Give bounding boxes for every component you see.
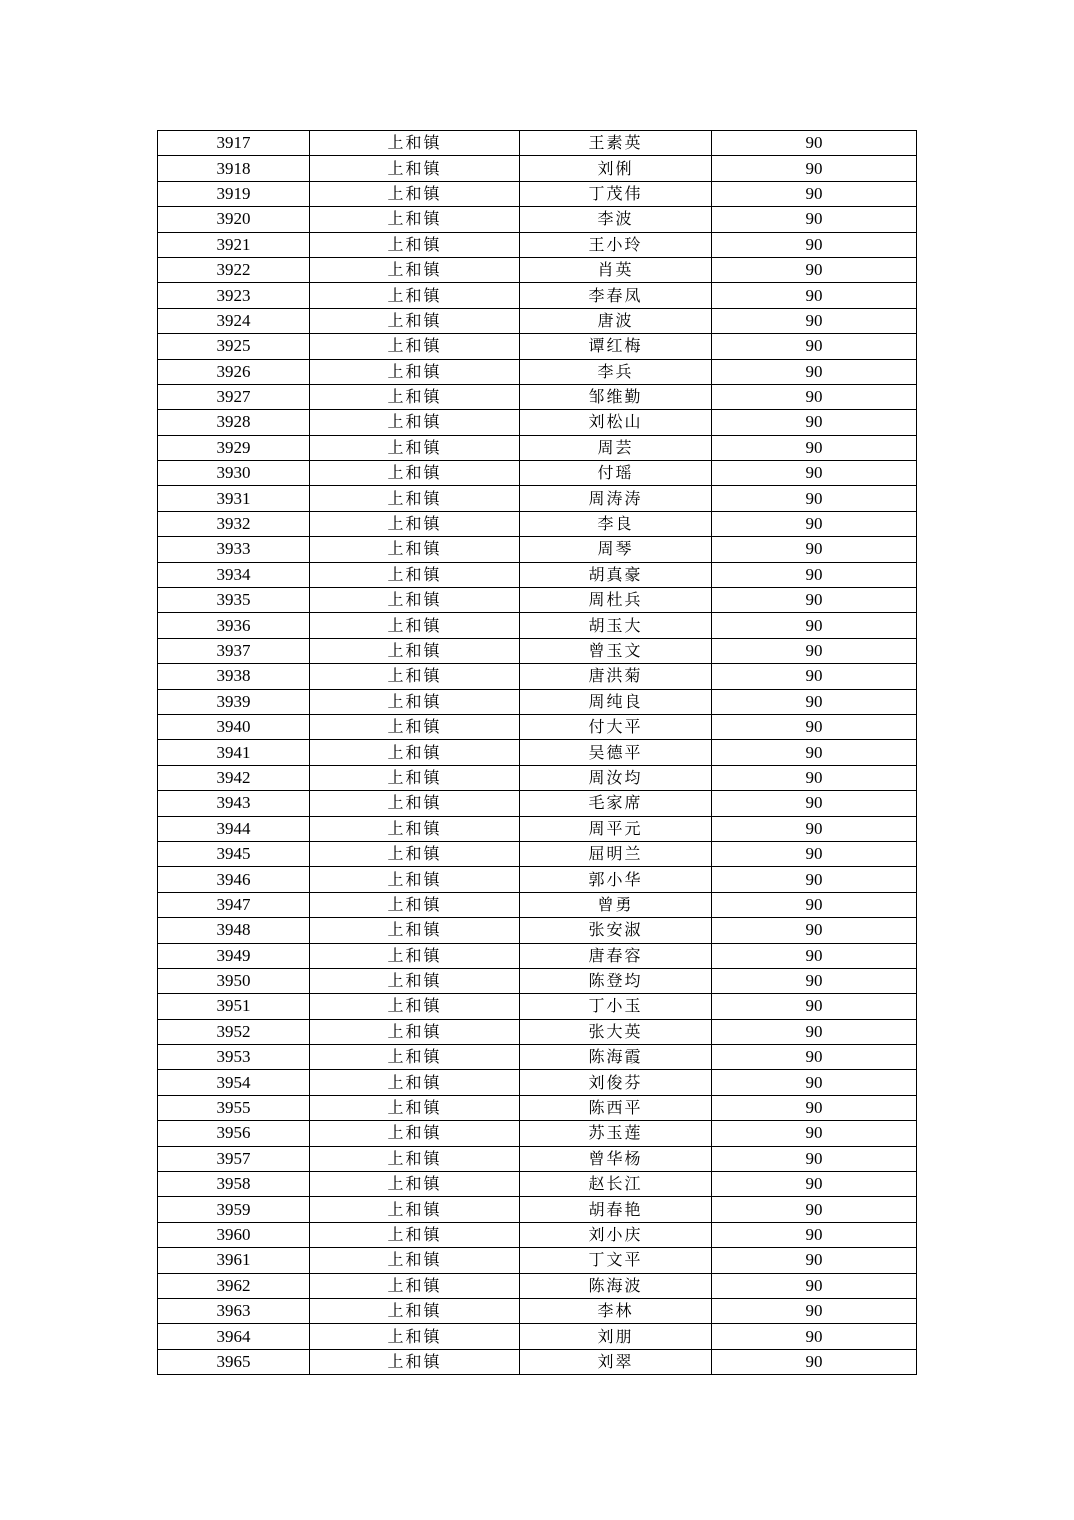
- table-row: [158, 562, 917, 587]
- score-cell: 90: [712, 562, 917, 587]
- town-cell: 上和镇: [310, 334, 520, 359]
- serial-number-cell: 3938: [158, 664, 310, 689]
- table-row: [158, 867, 917, 892]
- table-row: [158, 588, 917, 613]
- person-name-cell: 曾华杨: [520, 1146, 712, 1171]
- serial-number-cell: 3950: [158, 968, 310, 993]
- table-row: [158, 1121, 917, 1146]
- person-name-cell: 赵长江: [520, 1172, 712, 1197]
- town-cell: 上和镇: [310, 1298, 520, 1323]
- person-name-cell: 刘松山: [520, 410, 712, 435]
- score-cell: 90: [712, 486, 917, 511]
- score-cell: 90: [712, 867, 917, 892]
- score-cell: 90: [712, 1273, 917, 1298]
- serial-number-cell: 3928: [158, 410, 310, 435]
- table-row: [158, 765, 917, 790]
- town-cell: 上和镇: [310, 1273, 520, 1298]
- table-row: [158, 1095, 917, 1120]
- serial-number-cell: 3940: [158, 714, 310, 739]
- score-cell: 90: [712, 384, 917, 409]
- score-cell: 90: [712, 994, 917, 1019]
- person-name-cell: 郭小华: [520, 867, 712, 892]
- table-row: [158, 334, 917, 359]
- score-cell: 90: [712, 943, 917, 968]
- serial-number-cell: 3931: [158, 486, 310, 511]
- town-cell: 上和镇: [310, 1197, 520, 1222]
- score-cell: 90: [712, 207, 917, 232]
- town-cell: 上和镇: [310, 765, 520, 790]
- person-name-cell: 张安淑: [520, 918, 712, 943]
- person-name-cell: 李林: [520, 1298, 712, 1323]
- person-name-cell: 丁茂伟: [520, 181, 712, 206]
- serial-number-cell: 3959: [158, 1197, 310, 1222]
- table-row: [158, 1070, 917, 1095]
- town-cell: 上和镇: [310, 207, 520, 232]
- person-name-cell: 谭红梅: [520, 334, 712, 359]
- table-row: [158, 181, 917, 206]
- serial-number-cell: 3924: [158, 308, 310, 333]
- town-cell: 上和镇: [310, 714, 520, 739]
- town-cell: 上和镇: [310, 308, 520, 333]
- town-cell: 上和镇: [310, 384, 520, 409]
- score-cell: 90: [712, 283, 917, 308]
- score-cell: 90: [712, 1197, 917, 1222]
- score-cell: 90: [712, 968, 917, 993]
- score-cell: 90: [712, 1045, 917, 1070]
- score-cell: 90: [712, 664, 917, 689]
- table-row: [158, 1019, 917, 1044]
- table-row: [158, 232, 917, 257]
- person-name-cell: 刘俊芬: [520, 1070, 712, 1095]
- table-row: [158, 156, 917, 181]
- table-row: [158, 841, 917, 866]
- score-cell: 90: [712, 156, 917, 181]
- town-cell: 上和镇: [310, 664, 520, 689]
- table-row: [158, 664, 917, 689]
- person-name-cell: 李波: [520, 207, 712, 232]
- town-cell: 上和镇: [310, 1121, 520, 1146]
- person-name-cell: 李春凤: [520, 283, 712, 308]
- score-cell: 90: [712, 181, 917, 206]
- town-cell: 上和镇: [310, 588, 520, 613]
- serial-number-cell: 3930: [158, 461, 310, 486]
- serial-number-cell: 3965: [158, 1349, 310, 1374]
- town-cell: 上和镇: [310, 1349, 520, 1374]
- town-cell: 上和镇: [310, 131, 520, 156]
- serial-number-cell: 3945: [158, 841, 310, 866]
- score-cell: 90: [712, 359, 917, 384]
- town-cell: 上和镇: [310, 1172, 520, 1197]
- town-cell: 上和镇: [310, 232, 520, 257]
- person-name-cell: 胡真豪: [520, 562, 712, 587]
- score-cell: 90: [712, 1298, 917, 1323]
- serial-number-cell: 3919: [158, 181, 310, 206]
- table-row: [158, 892, 917, 917]
- person-name-cell: 陈西平: [520, 1095, 712, 1120]
- serial-number-cell: 3961: [158, 1248, 310, 1273]
- table-row: [158, 1248, 917, 1273]
- town-cell: 上和镇: [310, 435, 520, 460]
- serial-number-cell: 3946: [158, 867, 310, 892]
- person-name-cell: 周涛涛: [520, 486, 712, 511]
- score-cell: 90: [712, 1095, 917, 1120]
- table-row: [158, 994, 917, 1019]
- score-cell: 90: [712, 841, 917, 866]
- town-cell: 上和镇: [310, 841, 520, 866]
- town-cell: 上和镇: [310, 1146, 520, 1171]
- score-cell: 90: [712, 308, 917, 333]
- person-name-cell: 丁文平: [520, 1248, 712, 1273]
- person-name-cell: 胡玉大: [520, 613, 712, 638]
- serial-number-cell: 3952: [158, 1019, 310, 1044]
- serial-number-cell: 3921: [158, 232, 310, 257]
- town-cell: 上和镇: [310, 968, 520, 993]
- table-row: [158, 1222, 917, 1247]
- serial-number-cell: 3955: [158, 1095, 310, 1120]
- town-cell: 上和镇: [310, 410, 520, 435]
- table-row: [158, 1324, 917, 1349]
- score-cell: 90: [712, 892, 917, 917]
- table-row: [158, 1273, 917, 1298]
- score-cell: 90: [712, 1121, 917, 1146]
- serial-number-cell: 3944: [158, 816, 310, 841]
- serial-number-cell: 3939: [158, 689, 310, 714]
- town-cell: 上和镇: [310, 994, 520, 1019]
- person-name-cell: 肖英: [520, 257, 712, 282]
- score-cell: 90: [712, 1172, 917, 1197]
- town-cell: 上和镇: [310, 461, 520, 486]
- score-cell: 90: [712, 1146, 917, 1171]
- table-row: [158, 308, 917, 333]
- town-cell: 上和镇: [310, 359, 520, 384]
- person-name-cell: 屈明兰: [520, 841, 712, 866]
- town-cell: 上和镇: [310, 918, 520, 943]
- serial-number-cell: 3960: [158, 1222, 310, 1247]
- person-name-cell: 刘小庆: [520, 1222, 712, 1247]
- serial-number-cell: 3932: [158, 511, 310, 536]
- town-cell: 上和镇: [310, 1070, 520, 1095]
- person-name-cell: 丁小玉: [520, 994, 712, 1019]
- serial-number-cell: 3963: [158, 1298, 310, 1323]
- person-name-cell: 周平元: [520, 816, 712, 841]
- serial-number-cell: 3958: [158, 1172, 310, 1197]
- serial-number-cell: 3920: [158, 207, 310, 232]
- table-row: [158, 257, 917, 282]
- serial-number-cell: 3922: [158, 257, 310, 282]
- serial-number-cell: 3943: [158, 791, 310, 816]
- table-row: [158, 359, 917, 384]
- serial-number-cell: 3956: [158, 1121, 310, 1146]
- table-row: [158, 613, 917, 638]
- town-cell: 上和镇: [310, 511, 520, 536]
- serial-number-cell: 3947: [158, 892, 310, 917]
- table-row: [158, 1172, 917, 1197]
- person-name-cell: 周琴: [520, 537, 712, 562]
- town-cell: 上和镇: [310, 562, 520, 587]
- serial-number-cell: 3942: [158, 765, 310, 790]
- serial-number-cell: 3949: [158, 943, 310, 968]
- town-cell: 上和镇: [310, 537, 520, 562]
- person-name-cell: 陈海霞: [520, 1045, 712, 1070]
- person-name-cell: 李兵: [520, 359, 712, 384]
- person-name-cell: 周杜兵: [520, 588, 712, 613]
- score-cell: 90: [712, 918, 917, 943]
- town-cell: 上和镇: [310, 283, 520, 308]
- town-cell: 上和镇: [310, 943, 520, 968]
- score-cell: 90: [712, 613, 917, 638]
- person-name-cell: 陈登均: [520, 968, 712, 993]
- serial-number-cell: 3917: [158, 131, 310, 156]
- town-cell: 上和镇: [310, 689, 520, 714]
- table-row: [158, 1045, 917, 1070]
- serial-number-cell: 3962: [158, 1273, 310, 1298]
- person-name-cell: 刘朋: [520, 1324, 712, 1349]
- town-cell: 上和镇: [310, 486, 520, 511]
- table-row: [158, 714, 917, 739]
- serial-number-cell: 3923: [158, 283, 310, 308]
- person-name-cell: 张大英: [520, 1019, 712, 1044]
- score-cell: 90: [712, 714, 917, 739]
- person-name-cell: 陈海波: [520, 1273, 712, 1298]
- town-cell: 上和镇: [310, 613, 520, 638]
- person-name-cell: 王素英: [520, 131, 712, 156]
- town-cell: 上和镇: [310, 638, 520, 663]
- score-cell: 90: [712, 740, 917, 765]
- person-name-cell: 李良: [520, 511, 712, 536]
- person-name-cell: 唐洪菊: [520, 664, 712, 689]
- town-cell: 上和镇: [310, 892, 520, 917]
- serial-number-cell: 3925: [158, 334, 310, 359]
- person-name-cell: 邹维勤: [520, 384, 712, 409]
- table-row: [158, 740, 917, 765]
- serial-number-cell: 3929: [158, 435, 310, 460]
- town-cell: 上和镇: [310, 1045, 520, 1070]
- serial-number-cell: 3935: [158, 588, 310, 613]
- person-name-cell: 毛家席: [520, 791, 712, 816]
- roster-table: [157, 130, 917, 1375]
- table-row: [158, 537, 917, 562]
- person-name-cell: 王小玲: [520, 232, 712, 257]
- person-name-cell: 吴德平: [520, 740, 712, 765]
- score-cell: 90: [712, 1019, 917, 1044]
- score-cell: 90: [712, 816, 917, 841]
- serial-number-cell: 3934: [158, 562, 310, 587]
- table-row: [158, 689, 917, 714]
- score-cell: 90: [712, 232, 917, 257]
- table-row: [158, 131, 917, 156]
- person-name-cell: 刘翠: [520, 1349, 712, 1374]
- town-cell: 上和镇: [310, 1222, 520, 1247]
- person-name-cell: 付大平: [520, 714, 712, 739]
- person-name-cell: 付瑶: [520, 461, 712, 486]
- person-name-cell: 苏玉莲: [520, 1121, 712, 1146]
- serial-number-cell: 3957: [158, 1146, 310, 1171]
- score-cell: 90: [712, 1248, 917, 1273]
- score-cell: 90: [712, 131, 917, 156]
- person-name-cell: 周芸: [520, 435, 712, 460]
- score-cell: 90: [712, 1324, 917, 1349]
- score-cell: 90: [712, 461, 917, 486]
- table-row: [158, 918, 917, 943]
- person-name-cell: 曾玉文: [520, 638, 712, 663]
- serial-number-cell: 3951: [158, 994, 310, 1019]
- table-row: [158, 1298, 917, 1323]
- town-cell: 上和镇: [310, 1095, 520, 1120]
- serial-number-cell: 3936: [158, 613, 310, 638]
- table-row: [158, 1349, 917, 1374]
- town-cell: 上和镇: [310, 1324, 520, 1349]
- serial-number-cell: 3927: [158, 384, 310, 409]
- town-cell: 上和镇: [310, 1248, 520, 1273]
- table-row: [158, 461, 917, 486]
- score-cell: 90: [712, 435, 917, 460]
- score-cell: 90: [712, 410, 917, 435]
- serial-number-cell: 3926: [158, 359, 310, 384]
- roster-table-body: [158, 131, 917, 1375]
- serial-number-cell: 3948: [158, 918, 310, 943]
- score-cell: 90: [712, 257, 917, 282]
- person-name-cell: 唐波: [520, 308, 712, 333]
- town-cell: 上和镇: [310, 867, 520, 892]
- score-cell: 90: [712, 1349, 917, 1374]
- score-cell: 90: [712, 638, 917, 663]
- person-name-cell: 曾勇: [520, 892, 712, 917]
- serial-number-cell: 3964: [158, 1324, 310, 1349]
- score-cell: 90: [712, 588, 917, 613]
- score-cell: 90: [712, 791, 917, 816]
- person-name-cell: 刘俐: [520, 156, 712, 181]
- person-name-cell: 周汝均: [520, 765, 712, 790]
- table-row: [158, 1146, 917, 1171]
- score-cell: 90: [712, 1070, 917, 1095]
- table-row: [158, 410, 917, 435]
- table-row: [158, 943, 917, 968]
- person-name-cell: 周纯良: [520, 689, 712, 714]
- serial-number-cell: 3941: [158, 740, 310, 765]
- person-name-cell: 唐春容: [520, 943, 712, 968]
- table-row: [158, 486, 917, 511]
- table-row: [158, 207, 917, 232]
- serial-number-cell: 3953: [158, 1045, 310, 1070]
- table-row: [158, 511, 917, 536]
- table-row: [158, 791, 917, 816]
- town-cell: 上和镇: [310, 791, 520, 816]
- serial-number-cell: 3918: [158, 156, 310, 181]
- score-cell: 90: [712, 1222, 917, 1247]
- score-cell: 90: [712, 511, 917, 536]
- table-row: [158, 384, 917, 409]
- town-cell: 上和镇: [310, 181, 520, 206]
- serial-number-cell: 3954: [158, 1070, 310, 1095]
- score-cell: 90: [712, 334, 917, 359]
- table-row: [158, 968, 917, 993]
- table-row: [158, 1197, 917, 1222]
- town-cell: 上和镇: [310, 740, 520, 765]
- town-cell: 上和镇: [310, 816, 520, 841]
- serial-number-cell: 3933: [158, 537, 310, 562]
- person-name-cell: 胡春艳: [520, 1197, 712, 1222]
- table-row: [158, 816, 917, 841]
- town-cell: 上和镇: [310, 156, 520, 181]
- score-cell: 90: [712, 689, 917, 714]
- table-row: [158, 435, 917, 460]
- town-cell: 上和镇: [310, 1019, 520, 1044]
- serial-number-cell: 3937: [158, 638, 310, 663]
- town-cell: 上和镇: [310, 257, 520, 282]
- score-cell: 90: [712, 765, 917, 790]
- table-row: [158, 638, 917, 663]
- score-cell: 90: [712, 537, 917, 562]
- table-row: [158, 283, 917, 308]
